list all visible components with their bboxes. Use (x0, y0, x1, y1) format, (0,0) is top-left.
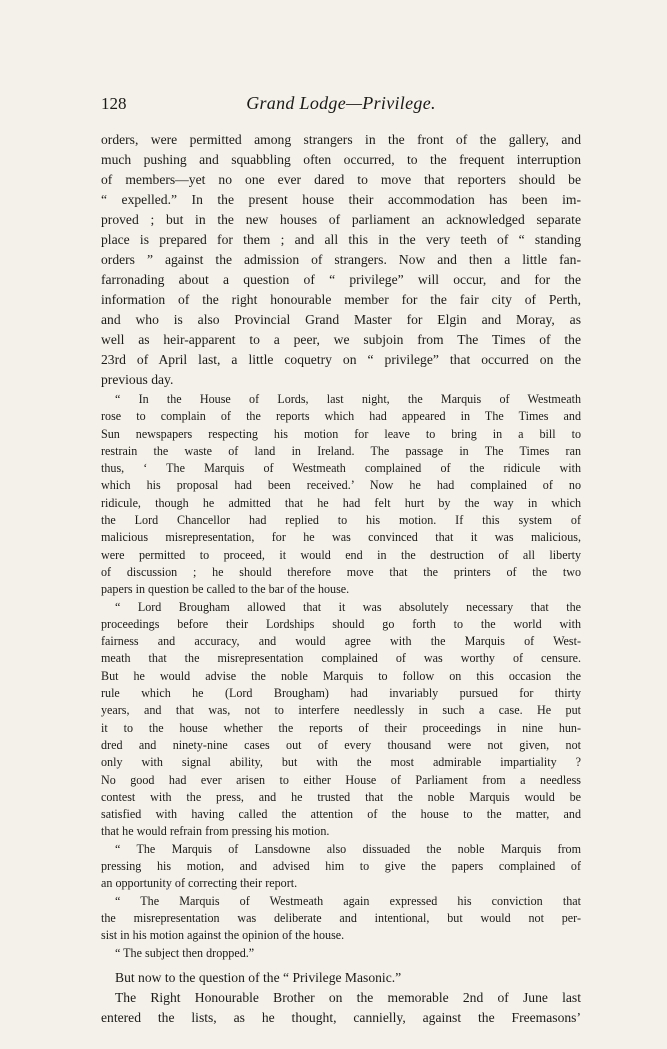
quote-line: “ Lord Brougham allowed that it was absolutely necessary that the (115, 599, 581, 614)
text-line: The Right Honourable Brother on the memorable 2nd of June last (115, 989, 581, 1005)
text-line: 23rd of April last, a little coquetry on “ privilege” that occurred on the (101, 352, 581, 367)
quote-line: pressing his motion, and advised him to give the papers complained of (101, 859, 581, 874)
quote-line: contest with the press, and he trusted that the noble Marquis would be (101, 789, 581, 804)
quote-line: fairness and accuracy, and would agree with the Marquis of West- (101, 634, 581, 649)
text-line: “ expelled.” In the present house their accommodation has been im- (101, 192, 581, 207)
quote-line: rose to complain of the reports which had appeared in The Times and (101, 409, 581, 424)
text-line: and who is also Provincial Grand Master for Elgin and Moray, as (101, 312, 581, 327)
quote-line: “ In the House of Lords, last night, the Marquis of Westmeath (115, 392, 581, 406)
quote-line: which his proposal had been received.’ Now he had complained of no (101, 478, 581, 493)
text-line: farronading about a question of “ privilege” will occur, and for the (101, 272, 581, 287)
quote-line: papers in question be called to the bar of the house. (101, 582, 350, 597)
text-line: well as heir-apparent to a peer, we subjoin from The Times of the (101, 332, 581, 347)
quote-line: malicious misrepresentation, for he was convinced that it was malicious, (101, 530, 581, 545)
quote-line: meath that the misrepresentation complained of was worthy of censure. (101, 651, 581, 666)
quote-line: an opportunity of correcting their report. (101, 876, 298, 891)
quote-line: were permitted to proceed, it would end in the destruction of all liberty (101, 547, 581, 562)
quotation (101, 391, 581, 962)
quote-line: ridicule, though he admitted that he had felt hurt by the way in which (101, 495, 581, 510)
quote-line: restrain the waste of land in Ireland. The passage in The Times ran (101, 443, 581, 458)
text-line: previous day. (101, 372, 174, 387)
text-line: proved ; but in the new houses of parliament an acknowledged separate (101, 212, 581, 227)
quote-line: proceedings before their Lordships should go forth to the world with (101, 616, 581, 631)
quote-line: that he would refrain from pressing his motion. (101, 824, 330, 839)
text-line: entered the lists, as he thought, cannielly, against the Freemasons’ (101, 1009, 581, 1025)
quote-line: rule which he (Lord Brougham) had invariably pursued for thirty (101, 686, 581, 701)
page-number: 128 (101, 94, 127, 113)
text-line: orders ” against the admission of strangers. Now and then a little fan- (101, 252, 581, 267)
body-text (101, 130, 581, 1028)
text-line: orders, were permitted among strangers in the front of the gallery, and (101, 132, 581, 147)
quote-line: years, and that was, not to interfere needlessly in such a case. He put (101, 703, 581, 718)
quote-line: it to the house whether the reports of their proceedings in nine hun- (101, 720, 581, 735)
text-line: place is prepared for them ; and all this in the very teeth of “ standing (101, 232, 581, 247)
quote-line: “ The Marquis of Westmeath again expressed his conviction that (115, 893, 581, 908)
quote-line: But he would advise the noble Marquis to follow on this occasion the (101, 668, 581, 683)
text-line: But now to the question of the “ Privilege Masonic.” (115, 969, 402, 985)
quote-line: “ The subject then dropped.” (115, 945, 255, 960)
page-header (101, 94, 581, 118)
quote-line: “ The Marquis of Lansdowne also dissuaded the noble Marquis from (115, 841, 581, 856)
text-line: much pushing and squabbling often occurred, to the frequent interruption (101, 152, 581, 167)
quote-line: of discussion ; he should therefore move that the printers of the two (101, 564, 581, 579)
quote-line: the Lord Chancellor had replied to his motion. If this system of (101, 513, 581, 528)
quote-line: No good had ever arisen to either House of Parliament from a needless (101, 772, 581, 787)
paragraph-2 (101, 968, 581, 988)
paragraph-3 (101, 988, 581, 1028)
text-line: information of the right honourable member for the fair city of Perth, (101, 292, 581, 307)
quote-line: sist in his motion against the opinion of the house. (101, 928, 345, 943)
quote-line: dred and ninety-nine cases out of every thousand were not given, not (101, 737, 581, 752)
quote-line: Sun newspapers respecting his motion for leave to bring in a bill to (101, 426, 581, 441)
quote-line: the misrepresentation was deliberate and intentional, but would not per- (101, 910, 581, 925)
running-title: Grand Lodge—Privilege. (246, 93, 436, 113)
text-line: of members—yet no one ever dared to move that reporters should be (101, 172, 581, 187)
quote-line: satisfied with having called the attention of the house to the matter, and (101, 807, 581, 822)
quote-line: only with signal ability, but with the most admirable impartiality ? (101, 755, 581, 770)
quote-line: thus, ‘ The Marquis of Westmeath complained of the ridicule with (101, 461, 581, 476)
paragraph-1 (101, 130, 581, 390)
